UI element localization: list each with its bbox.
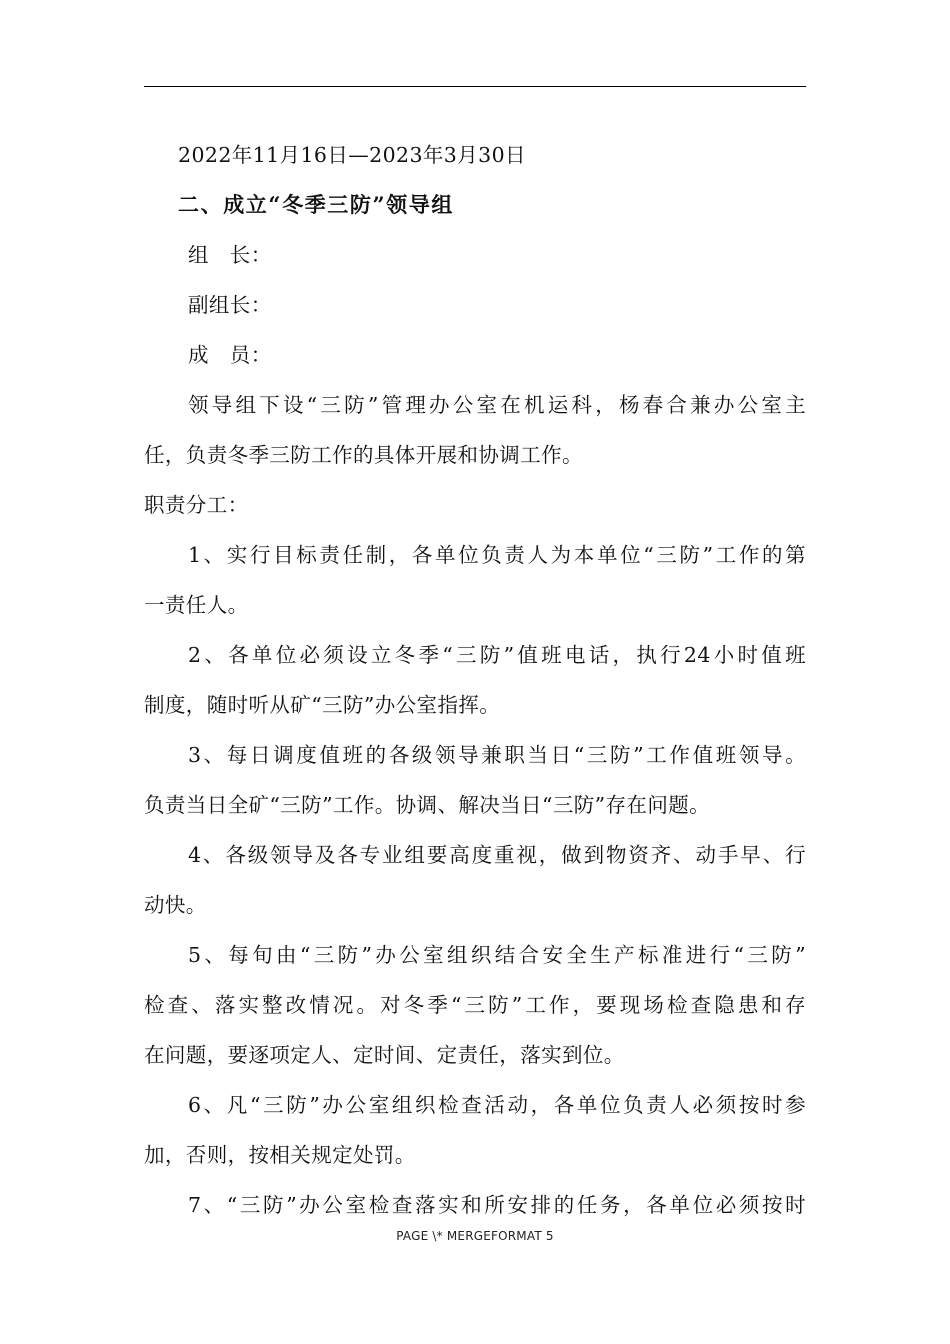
duty-5-line-3: 在问题，要逐项定人、定时间、定责任，落实到位。 (144, 1043, 625, 1067)
deputy-label: 副组长： (188, 293, 272, 317)
duty-7-line-1: 7、“三防”办公室检查落实和所安排的任务，各单位必须按时 (188, 1193, 806, 1217)
duty-4-line-1: 4、各级领导及各专业组要高度重视，做到物资齐、动手早、行 (188, 843, 806, 867)
leader-label: 组 长： (188, 243, 272, 267)
duty-4-line-2: 动快。 (144, 893, 207, 917)
duty-3-line-2: 负责当日全矿“三防”工作。协调、解决当日“三防”存在问题。 (144, 793, 711, 817)
office-para-line-2: 任，负责冬季三防工作的具体开展和协调工作。 (144, 443, 583, 467)
duties-title: 职责分工： (144, 493, 249, 517)
section-heading: 二、成立“冬季三防”领导组 (178, 192, 454, 217)
duty-6-line-2: 加，否则，按相关规定处罚。 (144, 1143, 416, 1167)
header-rule (144, 86, 806, 87)
duty-5-line-1: 5、每旬由“三防”办公室组织结合安全生产标准进行“三防” (188, 943, 806, 967)
duty-2-line-1: 2、各单位必须设立冬季“三防”值班电话，执行24小时值班 (188, 643, 806, 667)
date-range: 2022年11月16日—2023年3月30日 (178, 143, 526, 167)
duty-5-line-2: 检查、落实整改情况。对冬季“三防”工作，要现场检查隐患和存 (144, 993, 806, 1017)
duty-1-line-2: 一责任人。 (144, 593, 249, 617)
page-footer: PAGE \* MERGEFORMAT 5 (396, 1229, 554, 1243)
duty-1-line-1: 1、实行目标责任制，各单位负责人为本单位“三防”工作的第 (188, 543, 806, 567)
office-para-line-1: 领导组下设“三防”管理办公室在机运科，杨春合兼办公室主 (188, 393, 806, 417)
duty-6-line-1: 6、凡“三防”办公室组织检查活动，各单位负责人必须按时参 (188, 1093, 806, 1117)
members-label: 成 员： (188, 343, 272, 367)
document-body (144, 130, 806, 1230)
duty-2-line-2: 制度，随时听从矿“三防”办公室指挥。 (144, 693, 501, 717)
duty-3-line-1: 3、每日调度值班的各级领导兼职当日“三防”工作值班领导。 (188, 743, 806, 767)
